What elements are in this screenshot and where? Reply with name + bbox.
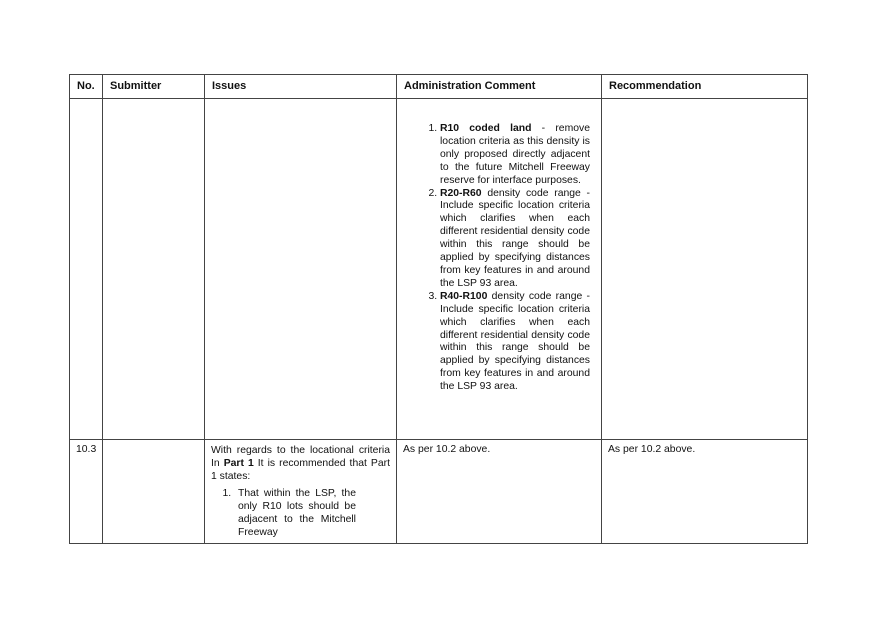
item-heading: R40-R100: [440, 290, 488, 302]
issues-list: [211, 487, 356, 539]
list-item: [440, 123, 590, 188]
intro-bold: Part 1: [223, 458, 254, 469]
intro-text: It is recommended that Part 1 states:: [211, 458, 390, 482]
list-item: 1. That within the LSP, the only R10 lots should be adjacent to the Mitchell Freeway: [234, 487, 356, 539]
list-item: [440, 188, 590, 291]
density-criteria-list: [403, 123, 590, 394]
cell-recommendation: As per 10.2 above.: [602, 440, 808, 544]
cell-no: [70, 99, 103, 440]
list-item: [440, 291, 590, 394]
item-text: density code range - Include specific location criteria which clarifies when each different residential density code within this range should be applied by specifying distances from key features in and around the LSP 93 area.: [440, 290, 590, 393]
item-text: - remove location criteria as this density is only proposed directly adjacent to the future Mitchell Freeway reserve for interface purposes.: [440, 123, 590, 186]
intro-text: With regards to the locational criteria In: [211, 445, 390, 469]
cell-issues: [205, 440, 397, 544]
header-recommendation: Recommendation: [602, 75, 808, 99]
table-row: [70, 440, 808, 544]
header-submitter: Submitter: [103, 75, 205, 99]
submissions-table: [69, 74, 808, 544]
table-row: [70, 99, 808, 440]
cell-submitter: [103, 99, 205, 440]
item-heading: R20-R60: [440, 187, 482, 199]
cell-submitter: [103, 440, 205, 544]
item-text: density code range - Include specific location criteria which clarifies when each different residential density code within this range should be applied by specifying distances from key features in and around the LSP 93 area.: [440, 187, 590, 289]
cell-no: 10.3: [70, 440, 103, 544]
issues-intro: [211, 444, 390, 483]
header-row: [70, 75, 808, 99]
cell-administration-comment: [397, 99, 602, 440]
header-no: No.: [70, 75, 103, 99]
cell-recommendation: [602, 99, 808, 440]
cell-administration-comment: As per 10.2 above.: [397, 440, 602, 544]
cell-issues: [205, 99, 397, 440]
header-administration-comment: Administration Comment: [397, 75, 602, 99]
item-heading: R10 coded land: [440, 123, 532, 134]
header-issues: Issues: [205, 75, 397, 99]
